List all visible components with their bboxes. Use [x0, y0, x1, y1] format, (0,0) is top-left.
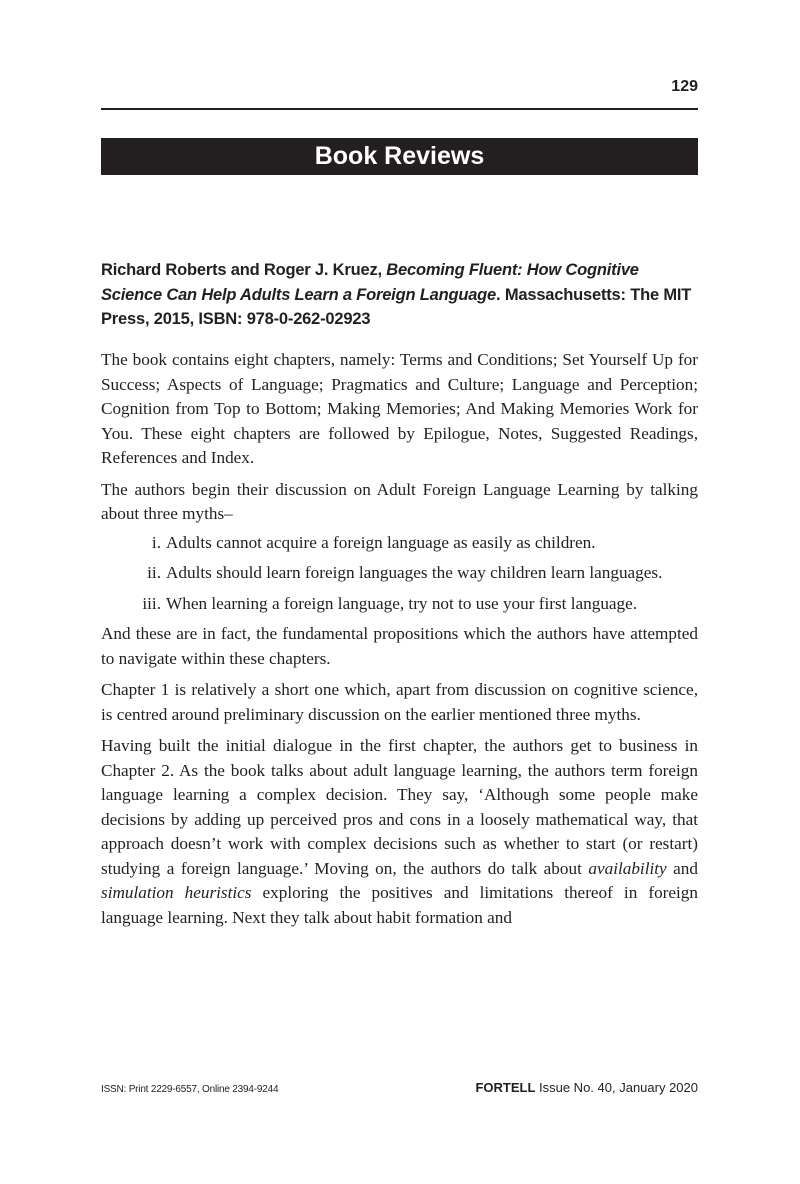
- citation-publisher: . Massachusetts: The MIT Press, 2015, ISBN: 978-0-262-02923: [101, 285, 692, 328]
- paragraph-chapters: The book contains eight chapters, namely: Terms and Conditions; Set Yourself Up for Success; Aspects of Language; Pragmatics and Culture; Language and Perception; Cognition from Top to Bottom; Making Memories; And Making Memories Work for You. These eight chapters are followed by Epilogue, Notes, Suggested Readings, References and Index.: [101, 350, 698, 467]
- list-text: Adults should learn foreign languages the way children learn languages.: [166, 563, 663, 582]
- review-body: [101, 348, 698, 937]
- list-item: [101, 561, 698, 586]
- page-number: 129: [671, 78, 698, 95]
- text-run: Having built the initial dialogue in the first chapter, the authors get to business in Chapter 2. As the book talks about adult language learning, the authors term foreign language learning a complex decision. They say, ‘Although some people make decisions by adding up perceived pros and cons in a loosely mathematical way, that approach doesn’t work with complex decisions such as whether to start (or restart) studying a foreign language.’ Moving on, the authors do talk about: [101, 736, 698, 878]
- section-title: Book Reviews: [101, 138, 698, 175]
- list-marker: ii.: [147, 563, 161, 582]
- emphasis-term: simulation heuristics: [101, 883, 252, 902]
- header-rule: [101, 108, 698, 110]
- journal-name: FORTELL: [475, 1080, 536, 1095]
- issue-info: Issue No. 40, January 2020: [535, 1080, 698, 1095]
- list-text: Adults cannot acquire a foreign language as easily as children.: [166, 532, 596, 552]
- list-text: When learning a foreign language, try not to use your first language.: [166, 593, 638, 613]
- text-run: exploring the positives and limitations thereof in foreign language learning. Next they talk about habit formation and: [101, 883, 698, 927]
- paragraph-chapter-1: Chapter 1 is relatively a short one which, apart from discussion on cognitive science, is centred around preliminary discussion on the earlier mentioned three myths.: [101, 680, 698, 724]
- citation-book-title: Becoming Fluent: How Cognitive Science Can Help Adults Learn a Foreign Language: [101, 261, 639, 304]
- footer-issue: [475, 1080, 698, 1095]
- paragraph-chapter-2: [101, 734, 698, 930]
- text-run: and: [666, 858, 698, 878]
- emphasis-term: availability: [588, 858, 667, 878]
- list-item: [101, 592, 698, 617]
- footer-issn: ISSN: Print 2229-6557, Online 2394-9244: [101, 1084, 279, 1095]
- list-item: [101, 531, 698, 556]
- myths-list: [101, 531, 698, 617]
- list-marker: i.: [151, 532, 161, 552]
- paragraph-propositions: And these are in fact, the fundamental propositions which the authors have attempted to navigate within these chapters.: [101, 624, 698, 668]
- paragraph-myths-intro: The authors begin their discussion on Adult Foreign Language Learning by talking about three myths–: [101, 479, 698, 523]
- list-marker: iii.: [142, 593, 161, 613]
- citation-authors: Richard Roberts and Roger J. Kruez,: [101, 261, 387, 279]
- book-citation: [101, 258, 701, 332]
